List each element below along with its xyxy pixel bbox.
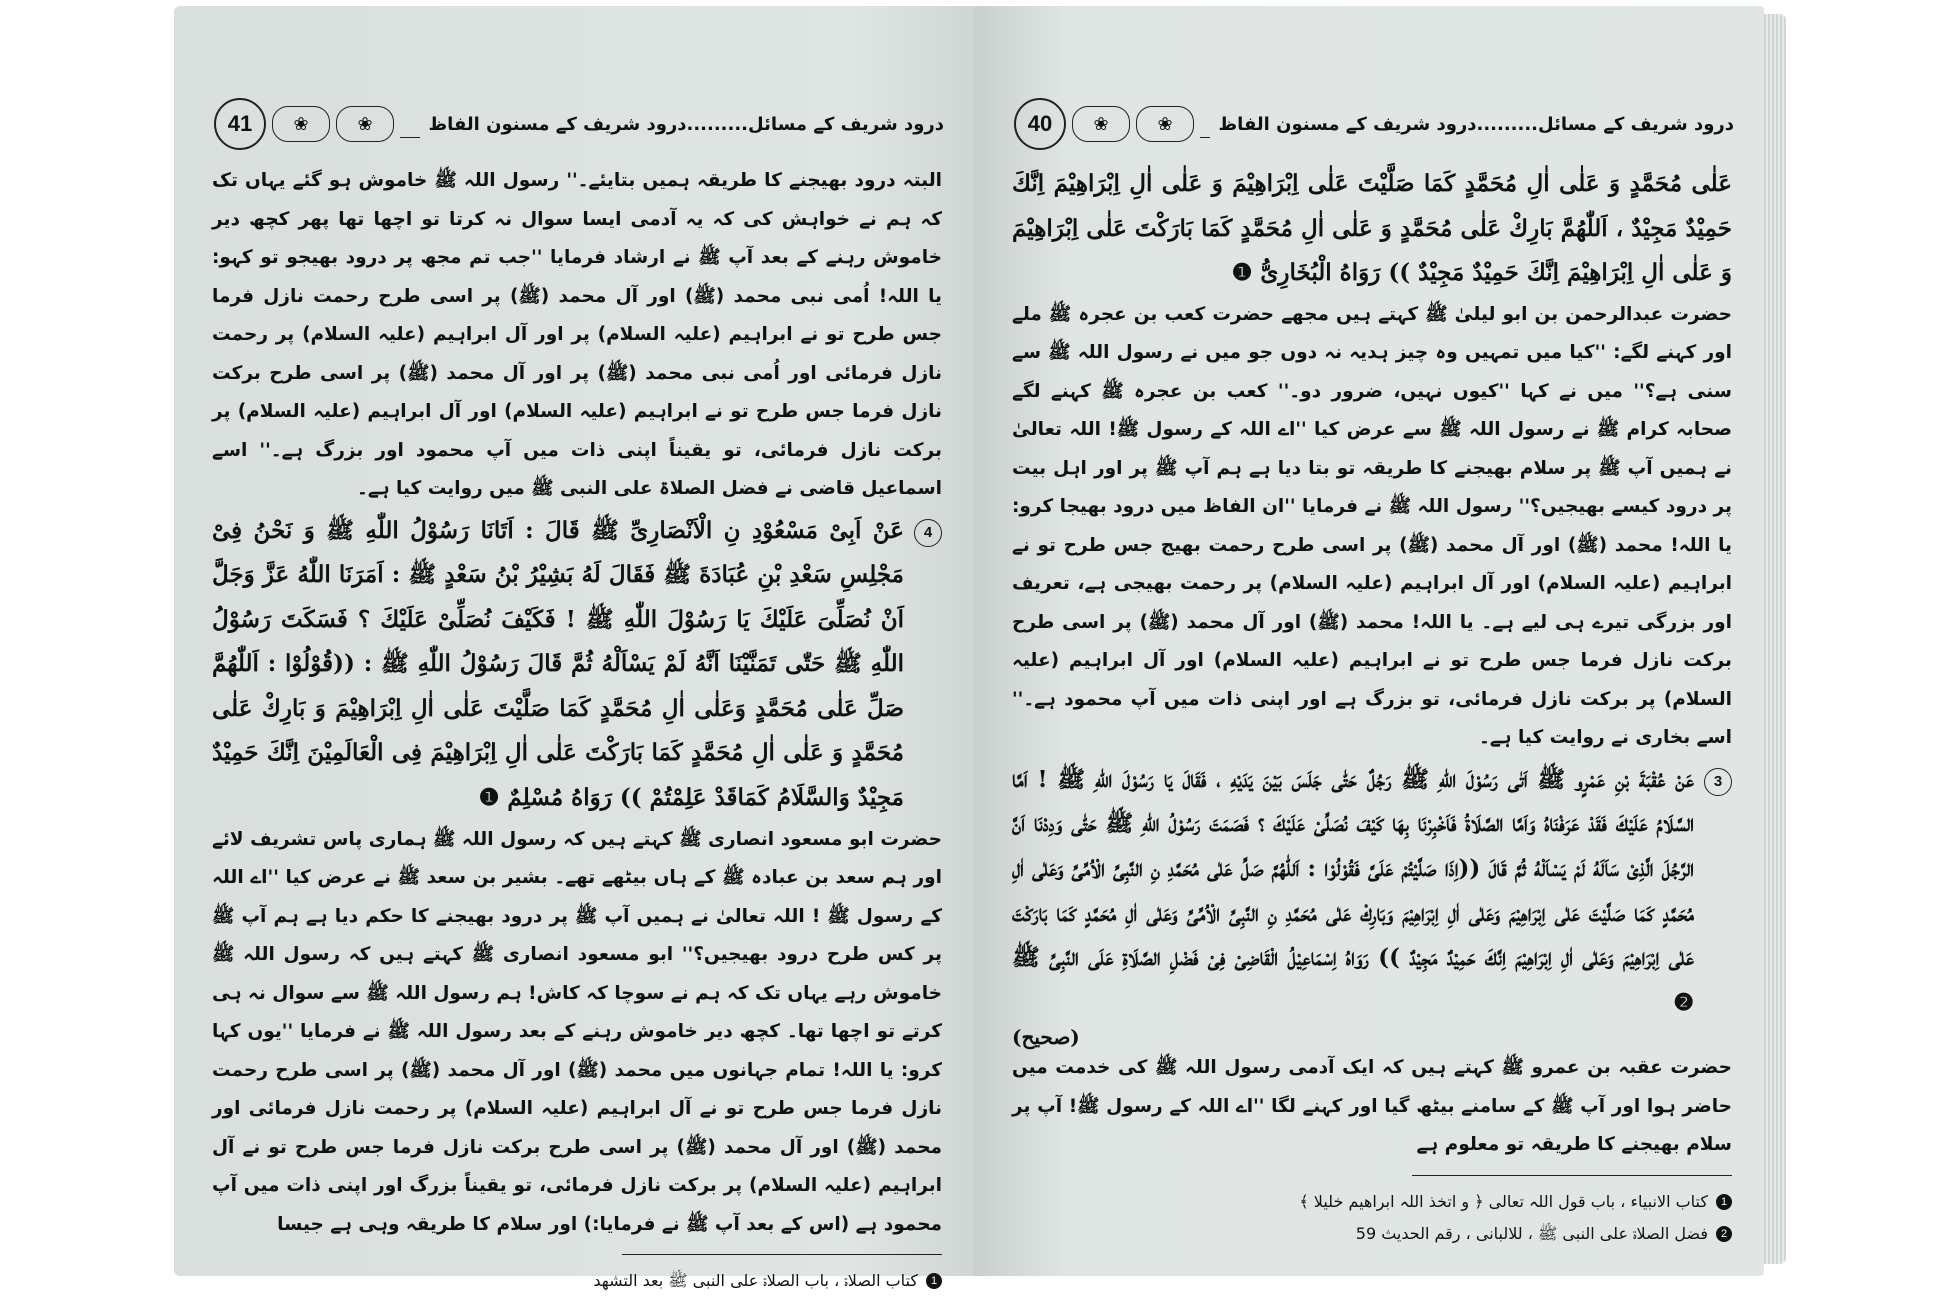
- footnote: [1012, 1218, 1732, 1250]
- footnote-marker: 2: [1716, 1226, 1732, 1242]
- running-head-title: درود شریف کے مسائل.........درود شریف کے مسنون الفاظ: [1218, 113, 1734, 135]
- footnote-separator: [1412, 1175, 1732, 1176]
- header-rule: [1200, 137, 1210, 138]
- footnote-marker: 1: [1716, 1194, 1732, 1210]
- running-head-title: درود شریف کے مسائل.........درود شریف کے مسنون الفاظ: [428, 113, 944, 135]
- urdu-translation: حضرت عقبہ بن عمرو ﷺ کہتے ہیں کہ ایک آدمی رسول اللہ ﷺ کی خدمت میں حاضر ہوا اور آپ ﷺ کے سامنے بیٹھ گیا اور کہنے لگا ''اے اللہ کے رسول ﷺ! آپ پر سلام بھیجنے کا طریقہ تو معلوم ہے: [1012, 1057, 1732, 1156]
- hadith-block: [212, 509, 942, 821]
- footnote-text: کتاب الانبیاء ، باب قول اللہ تعالی ﴿ و اتخذ اللہ ابراھیم خلیلا ﴾: [1299, 1191, 1708, 1211]
- ornament-icon: ❀: [272, 106, 330, 142]
- header-rule: [400, 137, 420, 138]
- running-header: [214, 96, 944, 152]
- hadith-number: 3: [1704, 768, 1732, 796]
- arabic-hadith: عَنْ اَبِیْ مَسْعُوْدِ نِ الْاَنْصَارِیِّ ﷺ قَالَ : اَتَانَا رَسُوْلُ اللّٰهِ ﷺ وَ نَحْنُ فِیْ مَجْلِسِ سَعْدِ بْنِ عُبَادَةَ ﷺ فَقَالَ لَهُ بَشِیْرُ بْنُ سَعْدٍ ﷺ : اَمَرَنَا اللّٰهُ عَزَّ وَجَلَّ اَنْ نُصَلِّیَ عَلَیْكَ یَا رَسُوْلَ اللّٰهِ ﷺ ! فَكَیْفَ نُصَلِّیْ عَلَیْكَ ؟ فَسَكَتَ رَسُوْلُ اللّٰهِ ﷺ حَتّٰی تَمَنَّیْنَا اَنَّهُ لَمْ یَسْاَلْهُ ثُمَّ قَالَ رَسُوْلُ اللّٰهِ ﷺ : ((قُوْلُوْا : اَللّٰهُمَّ صَلِّ عَلٰی مُحَمَّدٍ وَعَلٰی اٰلِ مُحَمَّدٍ كَمَا صَلَّیْتَ عَلٰی اٰلِ اِبْرَاهِیْمَ وَ بَارِكْ عَلٰی مُحَمَّدٍ وَ عَلٰی اٰلِ مُحَمَّدٍ كَمَا بَارَكْتَ عَلٰی اٰلِ اِبْرَاهِیْمَ فِی الْعَالَمِیْنَ اِنَّكَ حَمِیْدٌ مَجِیْدٌ وَالسَّلَامُ كَمَاقَدْ عَلِمْتُمْ )) رَوَاهُ مُسْلِمٌ ❶: [212, 516, 904, 812]
- header-ornament: [272, 106, 394, 142]
- footnote-separator: [622, 1254, 942, 1255]
- urdu-paragraph: البتہ درود بھیجنے کا طریقہ ہمیں بتایئے۔'' رسول اللہ ﷺ خاموش ہو گئے یہاں تک کہ ہم نے خواہش کی کہ یہ آدمی ایسا سوال نہ کرتا تو اچھا تھا پھر کچھ دیر خاموش رہنے کے بعد آپ ﷺ نے ارشاد فرمایا ''جب تم مجھ پر درود بھیجو تو کہو: یا اللہ! اُمی نبی محمد (ﷺ) اور آل محمد (ﷺ) پر اسی طرح رحمت نازل فرما جس طرح تو نے ابراہیم (علیہ السلام) پر اور آل ابراہیم (علیہ السلام) پر رحمت نازل فرمائی اور اُمی نبی محمد (ﷺ) پر اور آل محمد (ﷺ) پر اسی طرح برکت نازل فرما جس طرح تو نے ابراہیم (علیہ السلام) اور آل ابراہیم (علیہ السلام) پر برکت نازل فرمائی، تو یقیناً اپنی ذات میں آپ محمود اور بزرگ ہے۔'' اسے اسماعیل قاضی نے فضل الصلاۃ علی النبی ﷺ میں روایت کیا ہے۔: [212, 170, 942, 499]
- header-ornament: [1072, 106, 1194, 142]
- urdu-translation: حضرت ابو مسعود انصاری ﷺ کہتے ہیں کہ رسول اللہ ﷺ ہماری پاس تشریف لائے اور ہم سعد بن عبادہ ﷺ کے ہاں بیٹھے تھے۔ بشیر بن سعد ﷺ نے عرض کیا ''اے اللہ کے رسول ﷺ ! اللہ تعالیٰ نے ہمیں آپ ﷺ پر درود بھیجنے کا حکم دیا ہے ہم آپ ﷺ پر کس طرح درود بھیجیں؟'' ابو مسعود انصاری ﷺ کہتے ہیں کہ رسول اللہ ﷺ خاموش رہے یہاں تک کہ ہم نے سوچا کہ کاش! ہم رسول اللہ ﷺ سے سوال نہ ہی کرتے تو اچھا تھا۔ کچھ دیر خاموش رہنے کے بعد رسول اللہ ﷺ نے فرمایا ''یوں کہا کرو: یا اللہ! تمام جہانوں میں محمد (ﷺ) اور آل محمد (ﷺ) پر اسی طرح رحمت نازل فرما جس طرح تو نے آل ابراہیم (علیہ السلام) پر رحمت نازل فرمائی اور محمد (ﷺ) اور آل محمد (ﷺ) پر اسی طرح برکت نازل فرما جس طرح تو نے آل ابراہیم (علیہ السلام) پر برکت نازل فرمائی، تو یقیناً بزرگ اور اپنی ذات میں آپ محمود ہے (اس کے بعد آپ ﷺ نے فرمایا:) اور سلام کا طریقہ وہی ہے جیسا: [212, 828, 942, 1235]
- ornament-icon: ❀: [336, 106, 394, 142]
- ornament-icon: ❀: [1136, 106, 1194, 142]
- page-number: 41: [214, 98, 266, 150]
- hadith-block: [1012, 758, 1732, 1026]
- open-book: [150, 0, 1800, 1291]
- footnote: [212, 1265, 942, 1297]
- page-41: [174, 6, 974, 1291]
- arabic-continuation: عَلٰی مُحَمَّدٍ وَ عَلٰی اٰلِ مُحَمَّدٍ كَمَا صَلَّیْتَ عَلٰی اِبْرَاهِیْمَ وَ عَلٰی اٰلِ اِبْرَاهِیْمَ اِنَّكَ حَمِیْدٌ مَجِیْدٌ ، اَللّٰهُمَّ بَارِكْ عَلٰی مُحَمَّدٍ وَ عَلٰی اٰلِ مُحَمَّدٍ كَمَا بَارَكْتَ عَلٰی اِبْرَاهِیْمَ وَ عَلٰی اٰلِ اِبْرَاهِیْمَ اِنَّكَ حَمِیْدٌ مَجِیْدٌ )) رَوَاهُ الْبُخَارِیُّ ❶: [1012, 170, 1732, 287]
- ornament-icon: ❀: [1072, 106, 1130, 142]
- hadith-grade: (صحیح): [1012, 1025, 1080, 1050]
- running-header: [1014, 96, 1734, 152]
- footnote: [1012, 1186, 1732, 1218]
- urdu-translation: حضرت عبدالرحمن بن ابو لیلیٰ ﷺ کہتے ہیں مجھے حضرت کعب بن عجرہ ﷺ ملے اور کہنے لگے: ''کیا میں تمہیں وہ چیز ہدیہ نہ دوں جو میں نے رسول اللہ ﷺ سے سنی ہے؟'' میں نے کہا ''کیوں نہیں، ضرور دو۔'' کعب بن عجرہ ﷺ کہنے لگے صحابہ کرام ﷺ نے رسول اللہ ﷺ سے عرض کیا ''اے اللہ کے رسول ﷺ! اللہ تعالیٰ نے ہمیں آپ ﷺ پر سلام بھیجنے کا طریقہ تو بتا دیا ہے ہم آپ ﷺ پر اور اہل بیت پر درود کیسے بھیجیں؟'' رسول اللہ ﷺ نے فرمایا ''ان الفاظ میں درود بھیجا کرو: یا اللہ! محمد (ﷺ) اور آل محمد (ﷺ) پر اسی طرح رحمت بھیج جس طرح تو نے ابراہیم (علیہ السلام) اور آل ابراہیم (علیہ السلام) پر رحمت بھیجی ہے، تعریف اور بزرگی تیرے ہی لیے ہے۔ یا اللہ! محمد (ﷺ) اور آل محمد (ﷺ) پر اسی طرح برکت نازل فرما جس طرح تو نے ابراہیم (علیہ السلام) اور آل ابراہیم (علیہ السلام) پر برکت نازل فرمائی، تو بزرگ ہے اور اپنی ذات میں آپ محمود ہے۔'' اسے بخاری نے روایت کیا ہے۔: [1012, 303, 1732, 749]
- hadith-number: 4: [914, 519, 942, 547]
- page-body: [1012, 162, 1732, 1250]
- footnote-text: فضل الصلاۃ علی النبی ﷺ ، للالبانی ، رقم الحدیث 59: [1355, 1223, 1708, 1243]
- page-body: [212, 162, 942, 1297]
- page-edges: [1764, 14, 1786, 1264]
- footnote-text: کتاب الصلاۃ ، باب الصلاۃ علی النبی ﷺ بعد التشھد: [593, 1271, 918, 1291]
- footnote-marker: 1: [926, 1273, 942, 1289]
- arabic-hadith: عَنْ عُقْبَةَ بْنِ عَمْرٍو ﷺ اَتٰی رَسُوْلَ اللّٰهِ ﷺ رَجُلٌ حَتّٰی جَلَسَ بَیْنَ یَدَیْهِ ، فَقَالَ یَا رَسُوْلَ اللّٰهِ ﷺ ! اَمَّا السَّلَامُ عَلَیْكَ فَقَدْ عَرَفْنَاهُ وَاَمَّا الصَّلَاةُ فَاَخْبِرْنَا بِهَا كَیْفَ نُصَلِّیْ عَلَیْكَ ؟ فَصَمَتَ رَسُوْلُ اللّٰهِ ﷺ حَتّٰی وَدِدْنَا اَنَّ الرَّجُلَ الَّذِیْ سَاَلَهُ لَمْ یَسْاَلْهُ ثُمَّ قَالَ ((اِذَا صَلَّیْتُمْ عَلَیَّ فَقُوْلُوْا : اَللّٰهُمَّ صَلِّ عَلٰی مُحَمَّدِ نِ النَّبِیِّ الْاُمِّیِّ وَعَلٰی اٰلِ مُحَمَّدٍ كَمَا صَلَّیْتَ عَلٰی اِبْرَاهِیْمَ وَعَلٰی اٰلِ اِبْرَاهِیْمَ وَبَارِكْ عَلٰی مُحَمَّدِ نِ النَّبِیِّ الْاُمِّیِّ وَعَلٰی اٰلِ مُحَمَّدٍ كَمَا بَارَكْتَ عَلٰی اِبْرَاهِیْمَ وَعَلٰی اٰلِ اِبْرَاهِیْمَ اِنَّكَ حَمِیْدٌ مَجِیْدٌ )) رَوَاهُ اِسْمَاعِیْلُ الْقَاضِیْ فِیْ فَضْلِ الصَّلَاةِ عَلَی النَّبِیِّ ﷺ ❷: [1012, 765, 1694, 1016]
- page-number: 40: [1014, 98, 1066, 150]
- page-40: [974, 6, 1764, 1276]
